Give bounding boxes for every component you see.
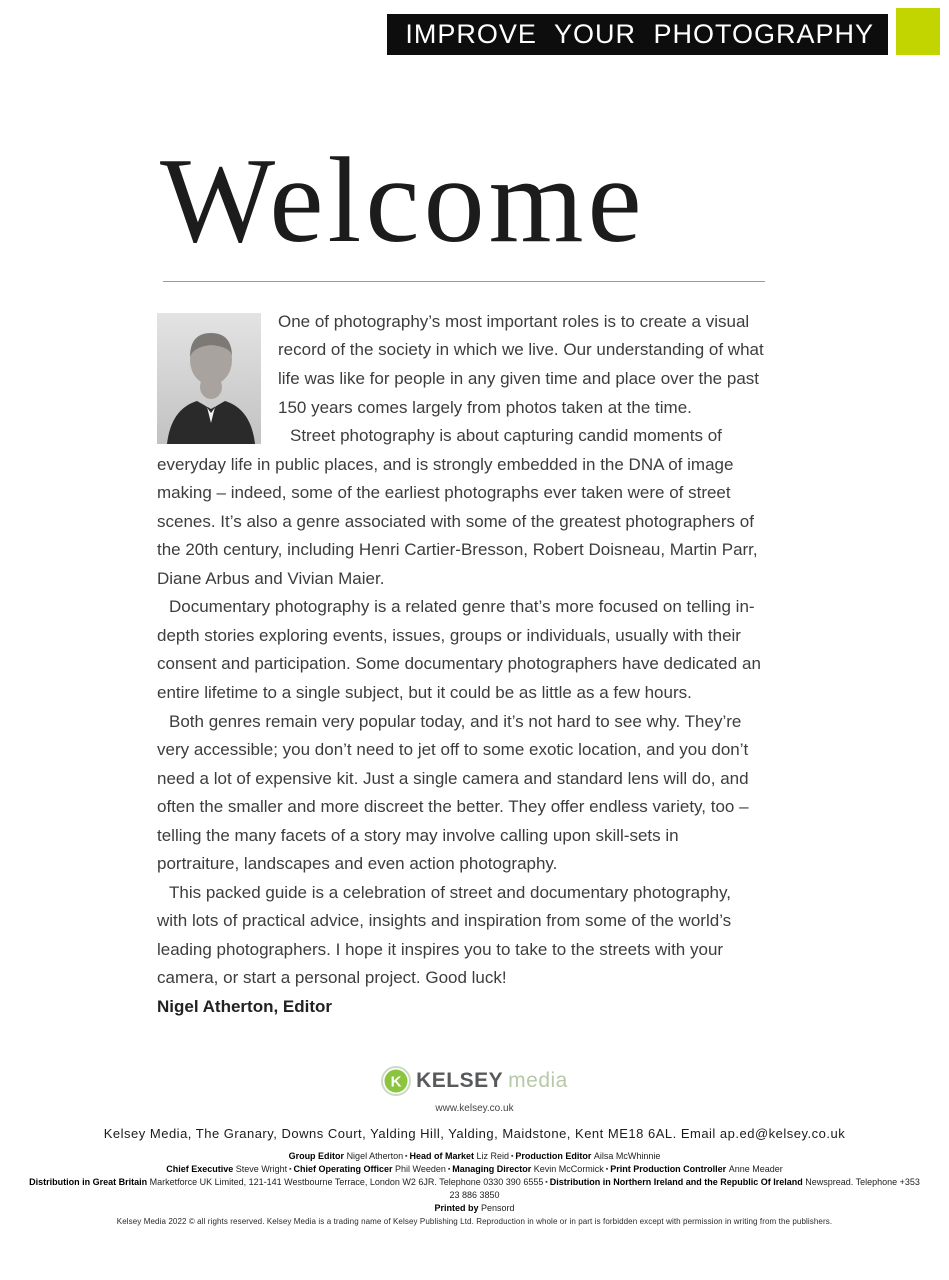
copyright-text: Kelsey Media 2022 © all rights reserved. Kelsey Media is a trading name of Kelsey Publishing Ltd. Reproduction in whole or in part is forbidden except with permission in writing from the publishers. — [116, 1217, 833, 1226]
editorial-body — [157, 308, 765, 993]
credit-line: Printed by Pensord — [434, 1203, 515, 1213]
editorial-paragraph: One of photography’s most important roles is to create a visual record of the society in which we live. Our understanding of what life was like for people in any given time and place over the past 150 years comes largely from photos taken at the time. — [278, 311, 764, 417]
publisher-address: Kelsey Media, The Granary, Downs Court, Yalding Hill, Yalding, Maidstone, Kent ME18 6AL. Email ap.ed@kelsey.co.uk — [103, 1126, 846, 1141]
credit-line: Group Editor Nigel Atherton ▪ Head of Market Liz Reid ▪ Production Editor Ailsa McWhinnie — [288, 1151, 661, 1161]
top-banner — [387, 14, 888, 55]
editorial-paragraph: Documentary photography is a related genre that’s more focused on telling in-depth stories exploring events, issues, groups or individuals, usually with their consent and participation. Some documentary photographers have dedicated an entire lifetime to a single subject, but it could be as little as a few hours. — [157, 597, 761, 702]
top-banner-label: IMPROVE YOUR PHOTOGRAPHY — [405, 19, 874, 49]
svg-text:K: K — [390, 1073, 402, 1091]
page-footer — [0, 1066, 949, 1226]
website-url: www.kelsey.co.uk — [435, 1103, 514, 1114]
kelsey-logo — [381, 1066, 568, 1096]
title-divider — [163, 281, 765, 282]
kelsey-k-icon — [381, 1066, 411, 1096]
credit-line: Chief Executive Steve Wright ▪ Chief Operating Officer Phil Weeden ▪ Managing Director Kevin McCormick ▪ Print Production Controller Anne Meader — [166, 1164, 783, 1174]
page-title: Welcome — [160, 133, 646, 268]
kelsey-logo-brand: KELSEY — [416, 1069, 504, 1092]
editor-portrait-photo — [157, 313, 261, 444]
kelsey-logo-suffix: media — [508, 1069, 568, 1092]
editorial-paragraph: This packed guide is a celebration of street and documentary photography, with lots of practical advice, insights and inspiration from some of the world’s leading photographers. I hope it inspires you to take to the streets with your camera, or start a personal project. Good luck! — [157, 882, 732, 988]
accent-square — [896, 8, 940, 55]
editorial-paragraph: Street photography is about capturing candid moments of everyday life in public places, and is strongly embedded in the DNA of image making – indeed, some of the earliest photographs ever taken were of street scenes. It’s also a genre associated with some of the greatest photographers of the 20th century, including Henri Cartier-Bresson, Robert Doisneau, Martin Parr, Diane Arbus and Vivian Maier. — [157, 426, 758, 588]
top-banner-row — [387, 8, 949, 55]
credits-block — [0, 1150, 949, 1215]
editorial-paragraph: Both genres remain very popular today, and it’s not hard to see why. They’re very accessible; you don’t need to jet off to some exotic location, and you don’t need a lot of expensive kit. Just a single camera and standard lens will do, and often the smaller and more discreet the better. They offer endless variety, too – telling the many facets of a story may involve calling upon skill-sets in portraiture, landscapes and even action photography. — [157, 711, 749, 874]
credit-line: Distribution in Great Britain Marketforce UK Limited, 121-141 Westbourne Terrace, London W2 6JR. Telephone 0330 390 6555 ▪ Distribution in Northern Ireland and the Republic Of Ireland Newspread. Telephone +353 23 886 3850 — [29, 1177, 920, 1200]
editor-signature: Nigel Atherton, Editor — [157, 997, 333, 1016]
